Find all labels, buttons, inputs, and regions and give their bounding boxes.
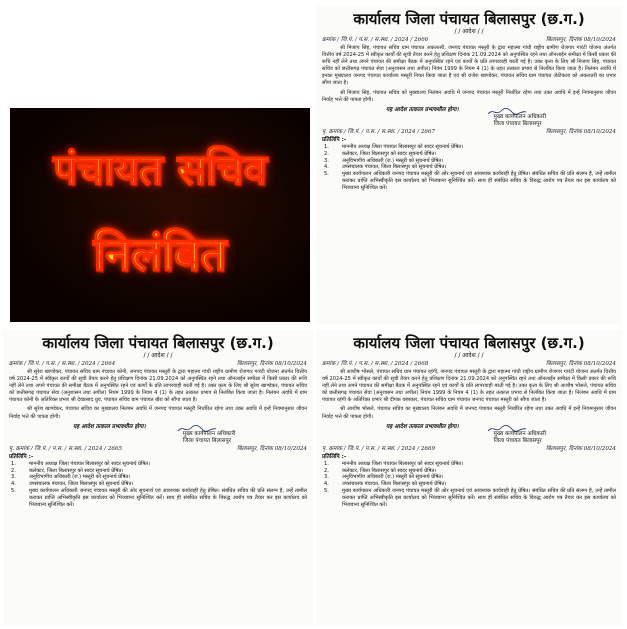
signature-scribble-icon (177, 424, 217, 434)
banner-line-1: पंचायत सचिव (53, 145, 267, 194)
order-body-paragraph-1: श्री सुरेश खाण्डेकर, पंचायत सचिव ग्राम पंचायत कोनी, जनपद पंचायत मस्तूरी के द्वारा महात्मा गांधी राष्ट्रीय ग्रामीण रोजगार गारंटी योजना अंतर्गत वित्तीय वर्ष 2024-25 में स्वीकृत कार्यों की सूची तैयार करने हेतु प्रशिक्षण दिनांक 21.09.2024 को अनुपस्थित रहने तथा ऑनलाईन समीक्षा में किसी प्रकार की रूचि नहीं लेने तथा अपने पंचायत की समीक्षा बैठक में अनुपस्थित रहने एवं कार्यों के प्रति लापरवाही बरती गई है। उक्त कृत्य के लिए श्री सुरेश खाण्डेकर, पंचायत सचिव को छत्तीसगढ़ पंचायत सेवा (अनुशासन तथा अपील) नियम 1999 के नियम 4 (1) के तहत तत्काल प्रभाव से निलंबित किया जाता है। निलंबन अवधि में ग्राम पंचायत कोनी के अतिरिक्त प्रभार श्री देवप्रसाद धुव, पंचायत सचिव ग्राम पंचायत खैरा को सौंपा जाता है। (9, 369, 307, 404)
aadesh-heading: / / आदेश / / (454, 28, 484, 35)
list-item: 4. उपसंचालक पंचायत, जिला बिलासपुर को सूचनार्थ प्रेषित। (11, 481, 134, 488)
list-item: 2. कलेक्टर, जिला बिलासपुर को सादर सूचनार्थ प्रेषित। (324, 467, 437, 474)
list-item: 5. मुख्य कार्यपालन अधिकारी जनपद पंचायत मस्तूरी की ओर सूचनार्थ एवं आवश्यक कार्यवाही हेतु प्रेषित। संबंधित सचिव की प्रति संलग्न है, उन्हें तामील कराकर प्राप्ति अभिस्वीकृति इस कार्यालय को भिजवाना सुनिश्चित करें। साथ ही संबंधित सचिव के विरुद्ध आरोप पत्र तैयार कर इस कार्यालय को भिजवाना सुनिश्चित करें। (11, 488, 307, 509)
order-number: क्रमांक / जि.पं. / प.स. / स.स्था. / 2024 / 2664 (9, 361, 116, 367)
order-body-paragraph-1: श्री मिजाय सिंह, पंचायत सचिव ग्राम पंचायत अकलतरी, जनपद पंचायत मस्तूरी के द्वारा महात्मा गांधी राष्ट्रीय ग्रामीण रोजगार गारंटी योजना अंतर्गत वित्तीय वर्ष 2024-25 में स्वीकृत कार्यों की सूची तैयार करने हेतु प्रशिक्षण दिनांक 21.09.2024 को अनुपस्थित रहने तथा ऑनलाईन समीक्षा में किसी प्रकार की रूचि नहीं लेने तथा अपने पंचायत की समीक्षा बैठक में अनुपस्थित रहने एवं कार्यों के प्रति लापरवाही बरती गई है। उक्त कृत्य के लिए श्री मिजाय सिंह, पंचायत सचिव को छत्तीसगढ़ पंचायत सेवा (अनुशासन तथा अपील) नियम 1999 के नियम 4 (1) के तहत तत्काल प्रभाव से निलंबित किया जाता है। निलंबन अवधि में इनका मुख्यालय जनपद पंचायत कार्यालय मस्तूरी नियत किया जाता है एवं श्री राजेश खाण्डेकर, पंचायत सचिव ग्राम पंचायत जेठीकला को अकलतरी का प्रभार सौंपा जाता है। (322, 45, 616, 87)
signature-block (316, 431, 622, 445)
copy-order-number: पृ. क्रमांक / जि.पं. / प.स. / स.स्था. / 2024 / 2669 (322, 445, 436, 452)
copy-recipient-list (3, 461, 313, 509)
order-document-bottom-right (316, 330, 622, 626)
list-item: 4. उपसंचालक पंचायत, जिला बिलासपुर को सूचनार्थ प्रेषित। (324, 481, 447, 488)
list-item: 3. अनुविभागीय अधिकारी (रा.) मस्तूरी को सूचनार्थ प्रेषित। (324, 474, 444, 481)
list-item: 2. कलेक्टर, जिला बिलासपुर को सादर सूचनार्थ प्रेषित। (324, 150, 437, 157)
list-item: 5. मुख्य कार्यपालन अधिकारी जनपद पंचायत मस्तूरी की ओर सूचनार्थ एवं आवश्यक कार्यवाही हेतु प्रेषित। संबंधित सचिव की प्रति संलग्न है, उन्हें तामील कराकर प्राप्ति अभिस्वीकृति इस कार्यालय को भिजवाना सुनिश्चित करें। साथ ही संबंधित सचिव के विरुद्ध आरोप पत्र तैयार कर इस कार्यालय को भिजवाना सुनिश्चित करें। (324, 488, 616, 509)
signature-scribble-icon (487, 107, 527, 117)
copy-heading: प्रतिलिपि :- (322, 453, 347, 460)
office-title: कार्यालय जिला पंचायत बिलासपुर (छ.ग.) (353, 334, 585, 352)
order-reference-line (316, 36, 622, 44)
order-number: क्रमांक / जि.पं. / प.स. / स.स्था. / 2024 / 2668 (322, 361, 429, 367)
copy-reference-line (316, 128, 622, 136)
banner-line-2: निलंबित (93, 227, 227, 281)
signatory-office: जिला पंचायत बिलासपुर (493, 437, 542, 444)
copy-order-number: पृ. क्रमांक / जि.पं. / प.स. / स.स्था. / 2024 / 2665 (9, 445, 123, 452)
order-effective-note: यह आदेश तत्काल प्रभावशील होगा। (386, 423, 459, 430)
list-item: 1. माननीय अध्यक्ष जिला पंचायत बिलासपुर को सादर सूचनार्थ प्रेषित। (11, 460, 151, 467)
office-title: कार्यालय जिला पंचायत बिलासपुर (छ.ग.) (353, 10, 585, 28)
list-item: 2. कलेक्टर, जिला बिलासपुर को सादर सूचनार्थ प्रेषित। (11, 467, 124, 474)
office-title: कार्यालय जिला पंचायत बिलासपुर (छ.ग.) (42, 334, 274, 352)
copy-recipient-list (316, 144, 622, 192)
order-effective-note: यह आदेश तत्काल प्रभावशील होगा। (73, 423, 146, 430)
signature-scribble-icon (487, 424, 527, 434)
list-item: 5. मुख्य कार्यपालन अधिकारी जनपद पंचायत मस्तूरी की ओर सूचनार्थ एवं आवश्यक कार्यवाही हेतु प्रेषित। संबंधित सचिव की प्रति संलग्न है, उन्हें तामील कराकर प्राप्ति अभिस्वीकृति इस कार्यालय को भिजवाना सुनिश्चित करें। साथ ही संबंधित सचिव के विरुद्ध आरोप पत्र तैयार कर इस कार्यालय को भिजवाना सुनिश्चित करें। (324, 171, 616, 192)
copy-heading: प्रतिलिपि :- (9, 453, 34, 460)
order-document-top-right (316, 6, 622, 324)
copy-place-date: बिलासपुर, दिनांक 08/10/2024 (546, 128, 616, 135)
order-document-bottom-left (3, 330, 313, 626)
order-place-date: बिलासपुर, दिनांक 08/10/2024 (237, 361, 307, 367)
copy-reference-line (316, 445, 622, 453)
signatory-designation: मुख्य कार्यपालन अधिकारी (182, 430, 236, 437)
order-body-paragraph-2: श्री मिजाय सिंह, पंचायत सचिव को मुख्यालय निलंबन अवधि में जनपद पंचायत मस्तूरी निर्धारित रहेगा तथा उक्त अवधि में इन्हें नियमानुसार जीवन निर्वाह भत्ते की पात्रता होगी। (322, 89, 616, 103)
order-body-paragraph-1: श्री आशीष भोसले, पंचायत सचिव ग्राम पंचायत रहंगी, जनपद पंचायत मस्तूरी के द्वारा महात्मा गांधी राष्ट्रीय ग्रामीण रोजगार गारंटी योजना अंतर्गत वित्तीय वर्ष 2024-25 में स्वीकृत कार्यों की सूची तैयार करने हेतु प्रशिक्षण दिनांक 21.09.2024 को अनुपस्थित रहने तथा ऑनलाईन समीक्षा में किसी प्रकार की रूचि नहीं लेने तथा अपने पंचायत की समीक्षा बैठक में अनुपस्थित रहने एवं कार्यों के प्रति लापरवाही बरती गई है। उक्त कृत्य के लिए श्री आशीष भोसले, पंचायत सचिव को छत्तीसगढ़ पंचायत सेवा (अनुशासन तथा अपील) नियम 1999 के नियम 4 (1) के तहत तत्काल प्रभाव से निलंबित किया जाता है। निलंबन अवधि में ग्राम पंचायत रहंगी के अतिरिक्त प्रभार श्री दीपक वस्त्रकार, पंचायत सचिव ग्राम पंचायत जनपद पंचायत मस्तूरी को सौंपा जाता है। (322, 369, 616, 404)
copy-order-number: पृ. क्रमांक / जि.पं. / प.स. / स.स्था. / 2024 / 2667 (322, 128, 436, 135)
order-reference-line (316, 360, 622, 368)
order-effective-note: यह आदेश तत्काल प्रभावशील होगा। (386, 106, 459, 113)
signatory-designation: मुख्य कार्यपालन अधिकारी (493, 430, 547, 437)
order-place-date: बिलासपुर, दिनांक 08/10/2024 (546, 361, 616, 367)
signature-block (316, 114, 622, 128)
aadesh-heading: / / आदेश / / (454, 352, 484, 359)
list-item: 3. अनुविभागीय अधिकारी (रा.) मस्तूरी को सूचनार्थ प्रेषित। (324, 157, 444, 164)
copy-recipient-list (316, 461, 622, 509)
signatory-designation: मुख्य कार्यपालन अधिकारी (493, 113, 547, 120)
order-body-paragraph-2: श्री सुरेश खाण्डेकर, पंचायत सचिव का मुख्यालय निलंबन अवधि में जनपद पंचायत मस्तूरी निर्धारित रहेगा तथा उक्त अवधि में इन्हें नियमानुसार जीवन निर्वाह भत्ते की पात्रता होगी। (9, 406, 307, 420)
signatory-office: जिला पंचायत बिलासपुर (182, 437, 231, 444)
aadesh-heading: / / आदेश / / (143, 352, 173, 359)
list-item: 1. माननीय अध्यक्ष जिला पंचायत बिलासपुर को सादर सूचनार्थ प्रेषित। (324, 143, 464, 150)
suspension-banner-image (10, 108, 310, 322)
copy-reference-line (3, 445, 313, 453)
order-number: क्रमांक / जि.पं. / प.स. / स.स्था. / 2024 / 2666 (322, 37, 429, 43)
copy-place-date: बिलासपुर, दिनांक 08/10/2024 (546, 445, 616, 452)
list-item: 3. अनुविभागीय अधिकारी (रा.) मस्तूरी को सूचनार्थ प्रेषित। (11, 474, 131, 481)
order-reference-line (3, 360, 313, 368)
copy-heading: प्रतिलिपि :- (322, 136, 347, 143)
order-body-paragraph-2: श्री आशीष भोसले, पंचायत सचिव का मुख्यालय निलंबन अवधि में जनपद पंचायत मस्तूरी निर्धारित रहेगा तथा उक्त अवधि में इन्हें नियमानुसार जीवन निर्वाह भत्ते की पात्रता होगी। (322, 406, 616, 420)
copy-place-date: बिलासपुर, दिनांक 08/10/2024 (237, 445, 307, 452)
order-place-date: बिलासपुर, दिनांक 08/10/2024 (546, 37, 616, 43)
list-item: 4. उपसंचालक पंचायत, जिला बिलासपुर को सूचनार्थ प्रेषित। (324, 164, 447, 171)
signature-block (3, 431, 313, 445)
list-item: 1. माननीय अध्यक्ष जिला पंचायत बिलासपुर को सादर सूचनार्थ प्रेषित। (324, 460, 464, 467)
signatory-office: जिला पंचायत बिलासपुर (493, 120, 542, 127)
